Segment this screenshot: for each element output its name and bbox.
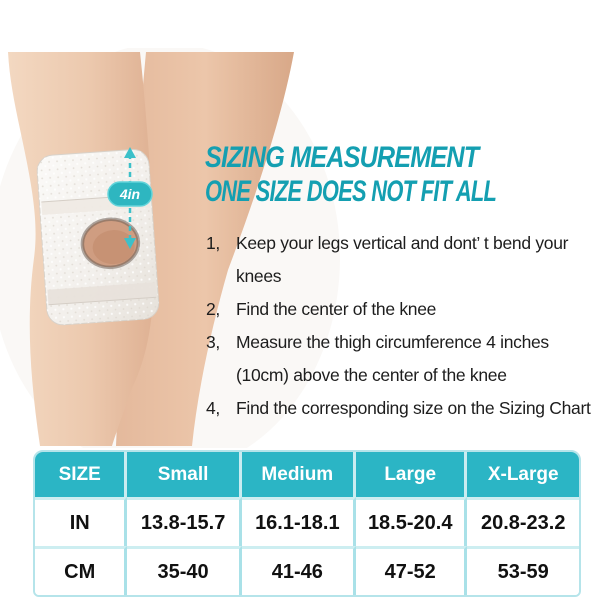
size-chart-header-cell: Medium <box>242 452 356 497</box>
instruction-text: Measure the thigh circumference 4 inches <box>236 332 549 352</box>
measurement-badge <box>108 182 152 206</box>
title-line-2: ONE SIZE DOES NOT FIT ALL <box>205 175 497 208</box>
instruction-text: (10cm) above the center of the knee <box>236 365 507 385</box>
instruction-item-4 <box>206 392 598 425</box>
size-chart-header-cell: SIZE <box>35 452 127 497</box>
size-chart-unit-cell: CM <box>35 546 127 595</box>
size-chart-header-cell: Large <box>356 452 468 497</box>
instruction-item-3 <box>206 326 598 392</box>
measurement-label: 4in <box>119 186 141 202</box>
instruction-number: 4, <box>206 398 220 418</box>
size-chart-cell: 35-40 <box>127 546 241 595</box>
instruction-number: 1, <box>206 233 220 253</box>
instruction-item-2 <box>206 293 598 326</box>
sizing-chart-table <box>33 450 581 597</box>
size-chart-cell: 53-59 <box>467 546 579 595</box>
size-chart-cell: 16.1-18.1 <box>242 497 356 546</box>
instruction-number: 2, <box>206 299 220 319</box>
instruction-item-1 <box>206 227 598 293</box>
size-chart-header-cell: X-Large <box>467 452 579 497</box>
size-chart-cell: 18.5-20.4 <box>356 497 468 546</box>
instruction-text: Find the center of the knee <box>236 299 437 319</box>
size-chart-cell: 13.8-15.7 <box>127 497 241 546</box>
instruction-text: knees <box>236 266 282 286</box>
size-chart-cell: 20.8-23.2 <box>467 497 579 546</box>
size-chart-cell: 41-46 <box>242 546 356 595</box>
instruction-text: Find the corresponding size on the Sizing Chart <box>236 398 591 418</box>
instructions-list <box>206 227 598 425</box>
instruction-text: Keep your legs vertical and dont’ t bend your <box>236 233 569 253</box>
size-chart-unit-cell: IN <box>35 497 127 546</box>
page-title <box>205 141 595 209</box>
instruction-number: 3, <box>206 332 220 352</box>
size-chart-cell: 47-52 <box>356 546 468 595</box>
title-line-1: SIZING MEASUREMENT <box>205 141 479 174</box>
knee-brace <box>36 148 160 325</box>
size-chart-header-cell: Small <box>127 452 241 497</box>
